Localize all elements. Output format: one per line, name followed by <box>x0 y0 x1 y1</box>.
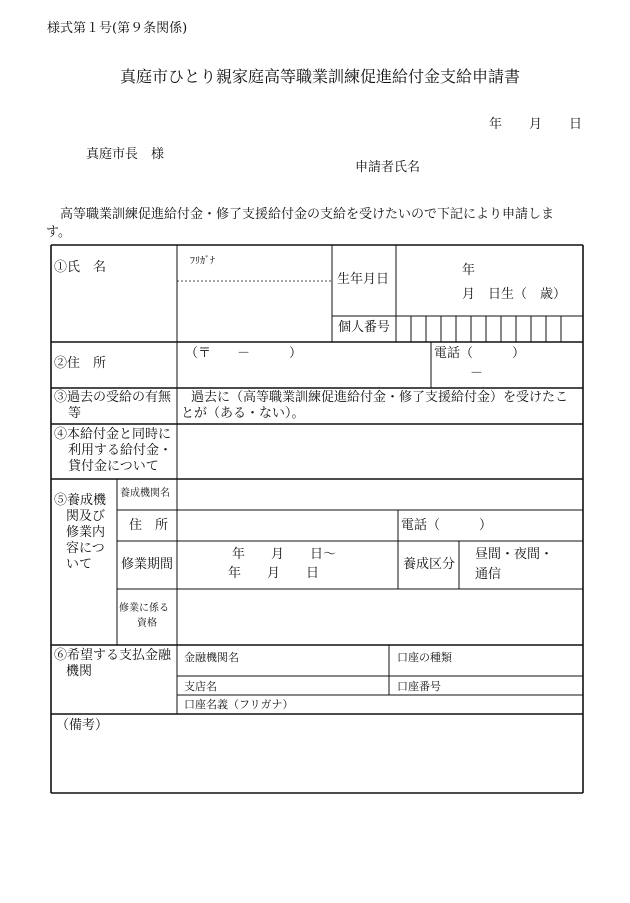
addressee: 真庭市長 様 <box>86 147 165 162</box>
account-number-label: 口座番号 <box>397 680 441 693</box>
concurrent-label-line2: 利用する給付金・ <box>68 443 173 458</box>
furigana-label: ﾌﾘｶﾞﾅ <box>190 256 215 267</box>
concurrent-label-line3: 貸付金について <box>68 459 159 474</box>
training-period-line1: 年 月 日～ <box>232 547 337 562</box>
form-title: 真庭市ひとり親家庭高等職業訓練促進給付金支給申請書 <box>120 67 521 86</box>
institution-name-label: 養成機関名 <box>120 488 170 499</box>
date-year-label: 年 <box>489 117 503 132</box>
applicant-name-label: 申請者氏名 <box>355 160 421 175</box>
name-label: ①氏 名 <box>54 260 107 275</box>
past-receipt-label-line1: ③過去の受給の有無 <box>54 390 172 405</box>
phone-field: 電話（ ） <box>434 346 526 361</box>
training-label-line4: 容につ <box>66 541 105 556</box>
training-label-line1: ⑤養成機 <box>54 493 107 508</box>
training-label-line3: 修業内 <box>66 525 106 540</box>
date-month-label: 月 <box>529 117 543 132</box>
past-receipt-label-line2: 等 <box>68 406 82 421</box>
birth-year-label: 年 <box>462 263 476 278</box>
institution-address-label: 住 所 <box>129 518 169 533</box>
account-type-label: 口座の種類 <box>397 651 452 664</box>
remarks-label: （備考） <box>56 718 109 733</box>
training-period-line2: 年 月 日 <box>228 566 320 581</box>
birth-mdy-label: 月 日生（ 歳） <box>462 287 567 302</box>
intro-text-line2: す。 <box>46 225 71 240</box>
training-category-line2: 通信 <box>475 567 502 582</box>
training-category-label: 養成区分 <box>403 557 456 572</box>
intro-text-line1: 高等職業訓練促進給付金・修了支援給付金の支給を受けたいので下記により申請しま <box>60 207 555 222</box>
bank-name-label: 金融機関名 <box>184 651 239 664</box>
account-holder-label: 口座名義（フリガナ） <box>184 698 294 711</box>
past-receipt-text-line2: とが（ある・ない）。 <box>181 406 305 421</box>
training-label-line5: いて <box>66 557 93 572</box>
form-number: 様式第１号(第９条関係) <box>47 21 188 36</box>
training-category-line1: 昼間・夜間・ <box>475 547 554 562</box>
past-receipt-text-line1: 過去に（高等職業訓練促進給付金・修了支援給付金）を受けたこ <box>191 390 569 405</box>
concurrent-label-line1: ④本給付金と同時に <box>54 427 172 442</box>
postal-code-field: （〒 － ） <box>185 346 303 361</box>
training-label-line2: 関及び <box>66 509 106 524</box>
branch-name-label: 支店名 <box>184 680 217 693</box>
birth-date-label: 生年月日 <box>337 272 390 287</box>
training-period-label: 修業期間 <box>121 557 174 572</box>
institution-phone-label: 電話（ ） <box>401 518 493 533</box>
date-day-label: 日 <box>569 117 583 132</box>
qualification-label-line2: 資格 <box>137 618 157 629</box>
my-number-label: 個人番号 <box>338 320 391 335</box>
address-label: ②住 所 <box>54 356 107 371</box>
qualification-label-line1: 修業に係る <box>119 603 169 614</box>
phone-dash: － <box>470 366 484 381</box>
bank-label-line1: ⑥希望する支払金融 <box>54 648 172 663</box>
bank-label-line2: 機関 <box>66 664 93 679</box>
